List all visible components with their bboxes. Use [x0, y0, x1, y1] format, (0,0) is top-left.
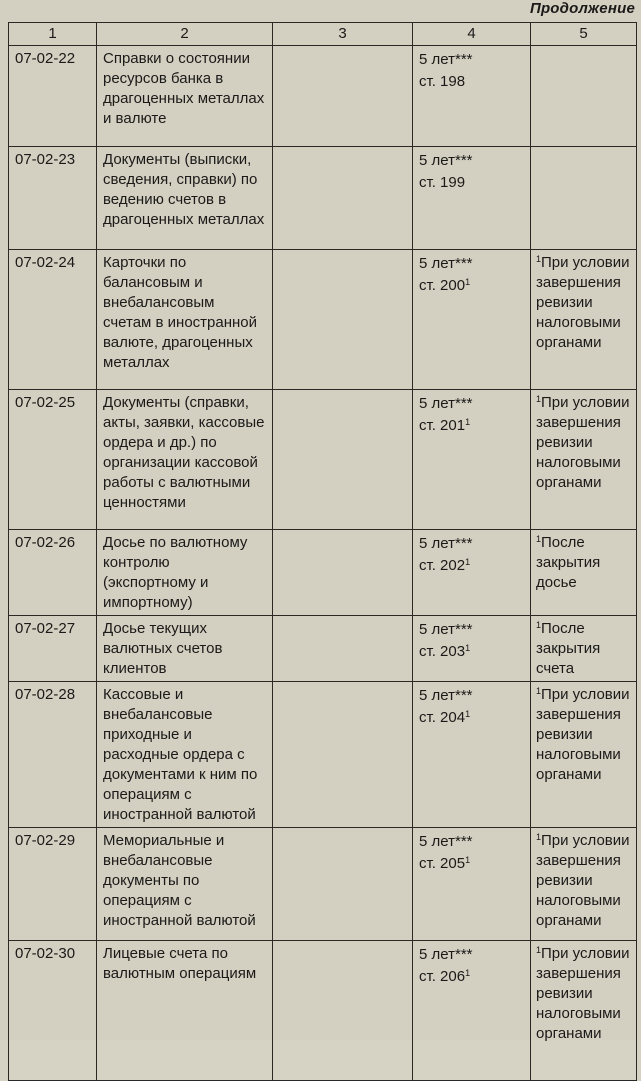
remark-text: При условии завершения ревизии налоговыми органами	[536, 394, 630, 491]
table-row	[9, 250, 637, 390]
remark-footnote-mark: 1	[536, 945, 542, 955]
column-header-2: 2	[97, 23, 273, 46]
record-code: 07-02-24	[9, 250, 97, 390]
remark-text: При условии завершения ревизии налоговыми органами	[536, 254, 630, 351]
article-ref	[419, 173, 524, 193]
record-col3	[273, 616, 413, 682]
column-header-3: 3	[273, 23, 413, 46]
article-number: ст. 201	[419, 417, 466, 434]
record-title: Досье по валютному контролю (экспортному и импортному)	[97, 530, 273, 616]
remark-cell	[531, 682, 637, 828]
retention-term: 5 лет***	[419, 687, 473, 704]
retention-cell	[413, 390, 531, 530]
article-ref	[419, 416, 524, 436]
record-code: 07-02-29	[9, 828, 97, 941]
record-title: Мемориальные и внебалансовые документы по операциям с иностранной валютой	[97, 828, 273, 941]
retention-cell	[413, 682, 531, 828]
retention-term: 5 лет***	[419, 255, 473, 272]
table-row	[9, 390, 637, 530]
remark-footnote-mark: 1	[536, 686, 542, 696]
record-col3	[273, 390, 413, 530]
article-ref	[419, 642, 524, 662]
article-number: ст. 199	[419, 174, 466, 191]
retention-cell	[413, 250, 531, 390]
article-footnote-mark: 1	[465, 968, 471, 978]
article-footnote-mark: 1	[465, 557, 471, 567]
retention-term: 5 лет***	[419, 946, 473, 963]
retention-term: 5 лет***	[419, 621, 473, 638]
retention-term: 5 лет***	[419, 152, 473, 169]
remark-cell	[531, 941, 637, 1081]
header-row	[9, 23, 637, 46]
table-body	[9, 46, 637, 1081]
record-code: 07-02-22	[9, 46, 97, 147]
record-col3	[273, 250, 413, 390]
continuation-label: Продолжение	[529, 0, 635, 17]
remark-cell	[531, 530, 637, 616]
article-number: ст. 200	[419, 277, 466, 294]
remark-text: При условии завершения ревизии налоговыми органами	[536, 686, 630, 783]
remark-text: После закрытия счета	[536, 620, 601, 677]
record-title: Справки о состоянии ресурсов банка в драгоценных металлах и валюте	[97, 46, 273, 147]
article-ref	[419, 967, 524, 987]
retention-term: 5 лет***	[419, 535, 473, 552]
record-code: 07-02-26	[9, 530, 97, 616]
table-row	[9, 941, 637, 1081]
article-footnote-mark: 1	[465, 417, 471, 427]
record-col3	[273, 828, 413, 941]
article-number: ст. 198	[419, 73, 466, 90]
article-ref	[419, 708, 524, 728]
article-ref	[419, 276, 524, 296]
article-footnote-mark: 1	[465, 277, 471, 287]
article-ref	[419, 72, 524, 92]
record-col3	[273, 941, 413, 1081]
table-row	[9, 147, 637, 250]
record-title: Документы (выписки, сведения, справки) по ведению счетов в драгоценных металлах	[97, 147, 273, 250]
article-ref	[419, 556, 524, 576]
article-number: ст. 204	[419, 709, 466, 726]
remark-footnote-mark: 1	[536, 254, 542, 264]
record-code: 07-02-27	[9, 616, 97, 682]
remark-cell	[531, 390, 637, 530]
record-code: 07-02-28	[9, 682, 97, 828]
remark-cell	[531, 616, 637, 682]
retention-term: 5 лет***	[419, 51, 473, 68]
record-col3	[273, 530, 413, 616]
article-number: ст. 202	[419, 557, 466, 574]
retention-term: 5 лет***	[419, 833, 473, 850]
article-footnote-mark: 1	[465, 709, 471, 719]
record-col3	[273, 46, 413, 147]
table-row	[9, 682, 637, 828]
table-row	[9, 530, 637, 616]
remark-text: При условии завершения ревизии налоговыми органами	[536, 945, 630, 1042]
remark-cell	[531, 250, 637, 390]
article-number: ст. 206	[419, 968, 466, 985]
retention-cell	[413, 147, 531, 250]
remark-footnote-mark: 1	[536, 620, 542, 630]
record-title: Карточки по балансовым и внебалансовым счетам в иностранной валюте, драгоценных металлах	[97, 250, 273, 390]
record-col3	[273, 147, 413, 250]
article-ref	[419, 854, 524, 874]
record-title: Досье текущих валютных счетов клиентов	[97, 616, 273, 682]
record-title: Лицевые счета по валютным операциям	[97, 941, 273, 1081]
record-title: Кассовые и внебалансовые приходные и расходные ордера с документами к ним по операциям с иностранной валютой	[97, 682, 273, 828]
remark-cell	[531, 828, 637, 941]
article-number: ст. 203	[419, 643, 466, 660]
retention-cell	[413, 828, 531, 941]
table-row	[9, 46, 637, 147]
records-table	[8, 22, 637, 1081]
article-number: ст. 205	[419, 855, 466, 872]
article-footnote-mark: 1	[465, 643, 471, 653]
retention-cell	[413, 46, 531, 147]
remark-footnote-mark: 1	[536, 534, 542, 544]
remark-text: При условии завершения ревизии налоговыми органами	[536, 832, 630, 929]
retention-cell	[413, 616, 531, 682]
remark-footnote-mark: 1	[536, 394, 542, 404]
remark-footnote-mark: 1	[536, 832, 542, 842]
table-row	[9, 828, 637, 941]
retention-cell	[413, 941, 531, 1081]
record-code: 07-02-30	[9, 941, 97, 1081]
record-code: 07-02-23	[9, 147, 97, 250]
column-header-1: 1	[9, 23, 97, 46]
article-footnote-mark: 1	[465, 855, 471, 865]
column-header-4: 4	[413, 23, 531, 46]
retention-term: 5 лет***	[419, 395, 473, 412]
retention-cell	[413, 530, 531, 616]
record-col3	[273, 682, 413, 828]
table-row	[9, 616, 637, 682]
record-code: 07-02-25	[9, 390, 97, 530]
remark-text: После закрытия досье	[536, 534, 601, 591]
column-header-5: 5	[531, 23, 637, 46]
remark-cell	[531, 46, 637, 147]
record-title: Документы (справки, акты, заявки, кассовые ордера и др.) по организации кассовой работы с валютными ценностями	[97, 390, 273, 530]
remark-cell	[531, 147, 637, 250]
